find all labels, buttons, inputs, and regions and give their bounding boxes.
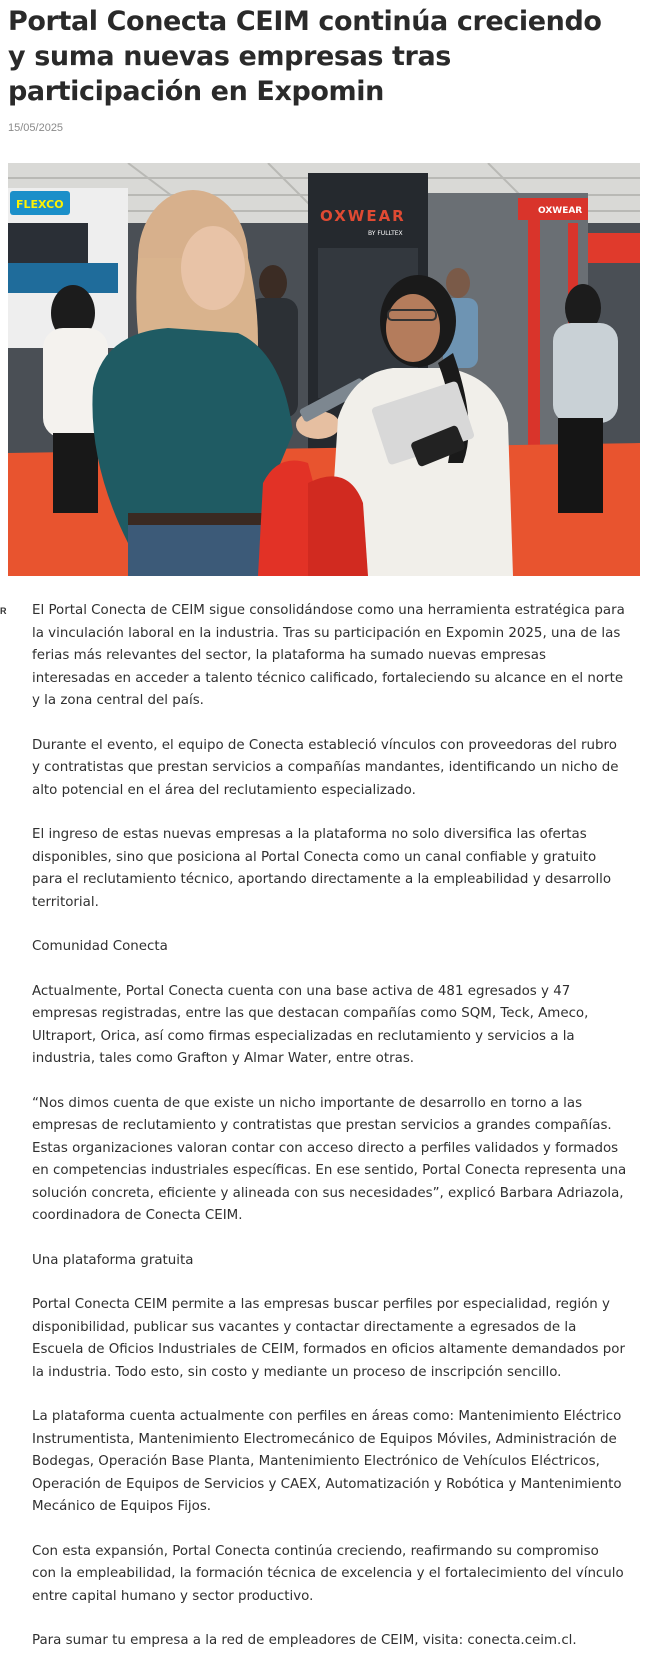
article-photo — [8, 163, 640, 576]
paragraph: Con esta expansión, Portal Conecta continúa creciendo, reafirmando su compromiso con la empleabilidad, la formación técnica de excelencia y el fortalecimiento del vínculo entre capital humano y sector productivo. — [32, 1543, 624, 1604]
booth-sublogo: BY FULLTEX — [368, 230, 403, 237]
booth-logo-oxwear: OXWEAR — [320, 207, 406, 225]
publish-date: 15/05/2025 — [8, 122, 64, 134]
booth-logo-oxwear-right: OXWEAR — [538, 206, 583, 216]
paragraph: Portal Conecta CEIM permite a las empresas buscar perfiles por especialidad, región y disponibilidad, publicar sus vacantes y contactar directamente a egresados de la Escuela de Oficios Industriales de CEIM, formados en oficios altamente demandados por la industria. Todo esto, sin costo y mediante un proceso de inscripción sencillo. — [32, 1297, 625, 1380]
paragraph: El ingreso de estas nuevas empresas a la plataforma no solo diversifica las ofertas disponibles, sino que posiciona al Portal Conecta como un canal confiable y gratuito para el reclutamiento técnico, aportando directamente a la empleabilidad y desarrollo territorial. — [32, 827, 612, 910]
side-marker: R — [0, 606, 7, 616]
quote-paragraph: “Nos dimos cuenta de que existe un nicho importante de desarrollo en torno a las empresas de reclutamiento y contratistas que prestan servicios a grandes compañías. Estas organizaciones valoran contar con acceso directo a perfiles validados y formados en competencias industriales específicas. En ese sentido, Portal Conecta representa una solución concreta, eficiente y alineada con sus necesidades”, explicó Barbara Adriazola, coordinadora de Conecta CEIM. — [32, 1095, 627, 1223]
paragraph: Actualmente, Portal Conecta cuenta con una base activa de 481 egresados y 47 empresas registradas, entre las que destacan compañías como SQM, Teck, Ameco, Ultraport, Orica, así como firmas especializadas en reclutamiento y servicios a la industria, tales como Grafton y Almar Water, entre otras. — [32, 983, 589, 1066]
article-body — [32, 600, 627, 1675]
expo-booth-illustration — [8, 163, 640, 576]
booth-logo-flexco: FLEXCO — [16, 198, 64, 211]
section-heading-plataforma: Una plataforma gratuita — [32, 1252, 194, 1268]
closing-paragraph: Para sumar tu empresa a la red de empleadores de CEIM, visita: conecta.ceim.cl. — [32, 1633, 577, 1648]
paragraph: La plataforma cuenta actualmente con perfiles en áreas como: Mantenimiento Eléctrico Instrumentista, Mantenimiento Electromecánico de Equipos Móviles, Administración de Bodegas, Operación Base Planta, Mantenimiento Electrónico de Vehículos Eléctricos, Operación de Equipos de Servicios y CAEX, Automatización y Robótica y Mantenimiento Mecánico de Equipos Fijos. — [32, 1409, 622, 1514]
section-heading-comunidad: Comunidad Conecta — [32, 939, 168, 954]
paragraph: Durante el evento, el equipo de Conecta estableció vínculos con proveedoras del rubro y contratistas que prestan servicios a compañías mandantes, identificando un nicho de alto potencial en el área del reclutamiento especializado. — [32, 737, 619, 798]
paragraph: El Portal Conecta de CEIM sigue consolidándose como una herramienta estratégica para la vinculación laboral en la industria. Tras su participación en Expomin 2025, una de las ferias más relevantes del sector, la plataforma ha sumado nuevas empresas interesadas en acceder a talento técnico calificado, fortaleciendo su alcance en el norte y la zona central del país. — [32, 603, 625, 708]
article-title: Portal Conecta CEIM continúa creciendo y suma nuevas empresas tras participación en Expomin — [8, 6, 602, 107]
